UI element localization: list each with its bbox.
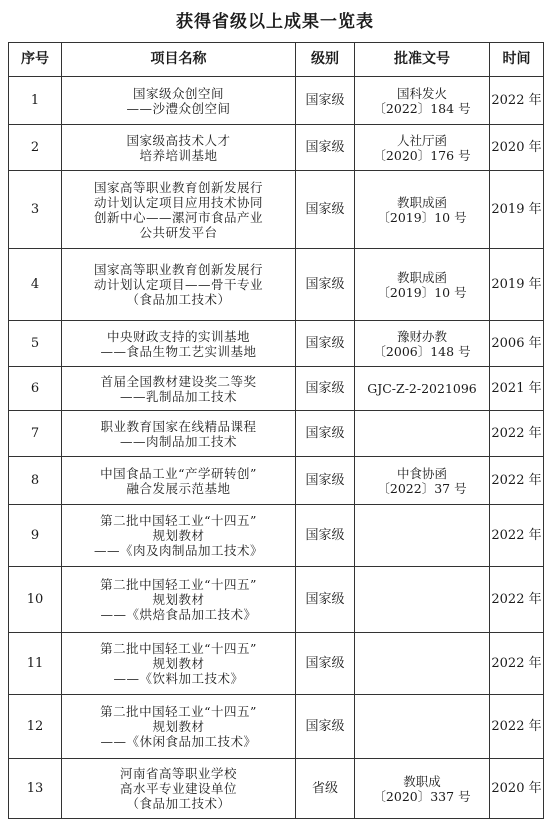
table-row — [9, 171, 544, 249]
project-name-line: 第二批中国轻工业“十四五” — [100, 577, 257, 592]
header-time: 时间 — [490, 43, 544, 77]
project-name-cell — [62, 759, 296, 819]
approval-doc-cell — [355, 249, 490, 321]
project-name-cell — [62, 125, 296, 171]
approval-doc-line: 教职成函 — [396, 269, 447, 285]
approval-doc-line: 〔2020〕337 号 — [373, 788, 471, 804]
row-index: 5 — [9, 321, 62, 367]
approval-doc-line: 教职成 — [403, 773, 441, 789]
approval-doc-line: 教职成函 — [396, 194, 447, 210]
project-name-line: 规划教材 — [152, 656, 205, 671]
level-cell: 国家级 — [296, 695, 355, 759]
project-name-line: ——乳制品加工技术 — [119, 388, 237, 404]
level-cell: 国家级 — [296, 633, 355, 695]
row-index: 10 — [9, 567, 62, 633]
project-name-line: 首届全国教材建设奖二等奖 — [100, 373, 257, 389]
approval-doc-line: 〔2020〕176 号 — [373, 147, 471, 163]
project-name-line: ——《烘焙食品加工技术》 — [100, 607, 257, 622]
table-row — [9, 321, 544, 367]
time-cell: 2022 年 — [490, 695, 544, 759]
approval-doc-cell — [355, 367, 490, 411]
project-name-line: 职业教育国家在线精品课程 — [100, 418, 257, 434]
time-cell: 2019 年 — [490, 249, 544, 321]
approval-doc-line: 〔2022〕184 号 — [373, 100, 471, 116]
table-header-row — [9, 43, 544, 77]
project-name-line: 中国食品工业“产学研转创” — [100, 465, 257, 481]
table-row — [9, 367, 544, 411]
project-name-line: ——《饮料加工技术》 — [113, 671, 244, 686]
approval-doc-cell — [355, 125, 490, 171]
time-cell: 2022 年 — [490, 567, 544, 633]
table-row — [9, 77, 544, 125]
header-project-name: 项目名称 — [62, 43, 296, 77]
project-name-line: 公共研发平台 — [139, 224, 218, 240]
project-name-line: 国家级众创空间 — [132, 85, 224, 101]
approval-doc-line: 豫财办教 — [396, 328, 447, 344]
project-name-cell — [62, 567, 296, 633]
project-name-cell — [62, 367, 296, 411]
approval-doc-cell — [355, 321, 490, 367]
table-row — [9, 759, 544, 819]
project-name-cell — [62, 249, 296, 321]
project-name-line: 动计划认定项目应用技术协同 — [93, 194, 263, 210]
level-cell: 国家级 — [296, 77, 355, 125]
level-cell: 国家级 — [296, 171, 355, 249]
project-name-cell — [62, 321, 296, 367]
project-name-line: 规划教材 — [152, 592, 205, 607]
project-name-line: （食品加工技术） — [126, 796, 231, 811]
approval-doc-line: GJC-Z-2-2021096 — [367, 381, 477, 396]
level-cell: 国家级 — [296, 249, 355, 321]
approval-doc-line: 人社厅函 — [396, 132, 447, 148]
project-name-line: ——食品生物工艺实训基地 — [100, 343, 257, 359]
table-row — [9, 457, 544, 505]
project-name-line: 第二批中国轻工业“十四五” — [100, 641, 257, 656]
project-name-line: 规划教材 — [152, 528, 205, 543]
project-name-line: 第二批中国轻工业“十四五” — [100, 513, 257, 528]
project-name-line: 培养培训基地 — [139, 147, 218, 163]
project-name-cell — [62, 77, 296, 125]
project-name-line: ——《休闲食品加工技术》 — [100, 734, 257, 749]
time-cell: 2021 年 — [490, 367, 544, 411]
project-name-line: 国家高等职业教育创新发展行 — [93, 179, 263, 195]
row-index: 9 — [9, 505, 62, 567]
approval-doc-cell — [355, 567, 490, 633]
approval-doc-cell — [355, 457, 490, 505]
project-name-line: 国家高等职业教育创新发展行 — [93, 262, 263, 277]
row-index: 6 — [9, 367, 62, 411]
time-cell: 2022 年 — [490, 505, 544, 567]
project-name-line: 国家级高技术人才 — [126, 132, 231, 148]
level-cell: 国家级 — [296, 567, 355, 633]
project-name-cell — [62, 457, 296, 505]
level-cell: 省级 — [296, 759, 355, 819]
row-index: 4 — [9, 249, 62, 321]
approval-doc-line: 〔2019〕10 号 — [377, 284, 467, 300]
time-cell: 2022 年 — [490, 411, 544, 457]
project-name-line: ——沙澧众创空间 — [126, 100, 231, 116]
row-index: 2 — [9, 125, 62, 171]
row-index: 3 — [9, 171, 62, 249]
project-name-line: 融合发展示范基地 — [126, 480, 231, 496]
level-cell: 国家级 — [296, 457, 355, 505]
table-row — [9, 249, 544, 321]
approval-doc-line: 〔2006〕148 号 — [373, 343, 471, 359]
row-index: 7 — [9, 411, 62, 457]
project-name-line: ——《肉及肉制品加工技术》 — [93, 543, 263, 558]
table-row — [9, 633, 544, 695]
row-index: 12 — [9, 695, 62, 759]
approval-doc-cell — [355, 759, 490, 819]
project-name-line: 规划教材 — [152, 719, 205, 734]
time-cell: 2006 年 — [490, 321, 544, 367]
table-row — [9, 505, 544, 567]
level-cell: 国家级 — [296, 321, 355, 367]
time-cell: 2020 年 — [490, 759, 544, 819]
approval-doc-line: 〔2019〕10 号 — [377, 209, 467, 225]
table-row — [9, 411, 544, 457]
time-cell: 2019 年 — [490, 171, 544, 249]
project-name-cell — [62, 171, 296, 249]
project-name-cell — [62, 633, 296, 695]
approval-doc-line: 〔2022〕37 号 — [377, 480, 467, 496]
time-cell: 2022 年 — [490, 457, 544, 505]
row-index: 1 — [9, 77, 62, 125]
level-cell: 国家级 — [296, 125, 355, 171]
approval-doc-line: 国科发火 — [396, 85, 447, 101]
level-cell: 国家级 — [296, 505, 355, 567]
table-row — [9, 567, 544, 633]
project-name-line: （食品加工技术） — [126, 292, 231, 307]
project-name-line: 动计划认定项目——骨干专业 — [93, 277, 263, 292]
time-cell: 2020 年 — [490, 125, 544, 171]
approval-doc-cell — [355, 633, 490, 695]
row-index: 11 — [9, 633, 62, 695]
time-cell: 2022 年 — [490, 77, 544, 125]
table-row — [9, 695, 544, 759]
page-title: 获得省级以上成果一览表 — [176, 12, 374, 32]
project-name-line: 河南省高等职业学校 — [119, 766, 237, 781]
project-name-line: 第二批中国轻工业“十四五” — [100, 704, 257, 719]
project-name-line: 高水平专业建设单位 — [119, 781, 237, 796]
project-name-cell — [62, 695, 296, 759]
project-name-line: 中央财政支持的实训基地 — [106, 328, 250, 344]
level-cell: 国家级 — [296, 411, 355, 457]
table-row — [9, 125, 544, 171]
project-name-cell — [62, 411, 296, 457]
header-level: 级别 — [296, 43, 355, 77]
time-cell: 2022 年 — [490, 633, 544, 695]
header-index: 序号 — [9, 43, 62, 77]
approval-doc-line: 中食协函 — [396, 465, 447, 481]
project-name-line: ——肉制品加工技术 — [119, 433, 237, 449]
row-index: 8 — [9, 457, 62, 505]
approval-doc-cell — [355, 695, 490, 759]
header-approval-doc: 批准文号 — [355, 43, 490, 77]
level-cell: 国家级 — [296, 367, 355, 411]
approval-doc-cell — [355, 77, 490, 125]
project-name-line: 创新中心——漯河市食品产业 — [93, 209, 263, 225]
project-name-cell — [62, 505, 296, 567]
achievements-table — [8, 42, 544, 819]
approval-doc-cell — [355, 505, 490, 567]
approval-doc-cell — [355, 171, 490, 249]
approval-doc-cell — [355, 411, 490, 457]
row-index: 13 — [9, 759, 62, 819]
